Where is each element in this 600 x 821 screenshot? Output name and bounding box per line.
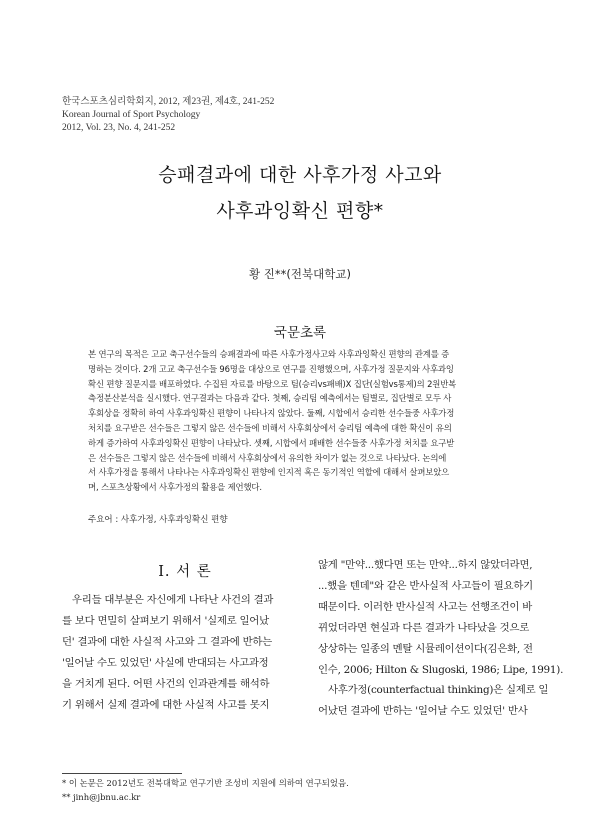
body-line: 을 거치게 된다. 어떤 사건의 인과관계를 해석하 [62,677,270,690]
body-line: 않게 "만약...했다면 또는 만약...하지 않았더라면, [318,559,533,571]
abstract-line: 본 연구의 목적은 고교 축구선수들의 승패결과에 따른 사후가정사고와 사후과잉확신 편향의 관계를 증 [88,349,450,359]
abstract-body [88,347,514,495]
body-line: 우리들 대부분은 자신에게 나타난 사건의 결과 [72,594,274,606]
footnote-funding: * 이 논문은 2012년도 전북대학교 연구기반 조성비 지원에 의하여 연구되었음. [62,778,349,788]
body-line: 때문이다. 이러한 반사실적 사고는 선행조건이 바 [318,600,533,613]
footnote-divider [62,773,182,774]
body-line: 던' 결과에 대한 사실적 사고와 그 결과에 반하는 [62,635,272,648]
paper-title-line-2: 사후과잉확신 편향* [216,200,384,222]
abstract-line: 확신 편향 질문지를 배포하였다. 수집된 자료를 바탕으로 팀(승리vs패배)X 집단(실험vs통제)의 2원반복 [88,378,457,389]
footnotes [62,776,349,804]
body-line: 뀌었더라면 현실과 다른 결과가 나타났을 것으로 [318,621,530,634]
abstract-line: 측정분산분석을 실시했다. 연구결과는 다음과 같다. 첫째, 승리팀 예측에서는 팀별로, 집단별로 모두 사 [88,393,452,404]
abstract-line: 명하는 것이다. 2개 고교 축구선수들 96명을 대상으로 연구를 진행했으며, 사후가정 질문지와 사후과잉 [88,363,454,374]
journal-volume-info: 2012, Vol. 23, No. 4, 241-252 [62,123,176,133]
body-column-right [318,555,562,722]
body-column-left [62,590,302,715]
body-line: 어났던 결과에 반하는 '일어날 수도 있었던' 반사 [318,705,528,718]
body-line: 인수, 2006; Hilton & Slugoski, 1986; Lipe, 1991). [318,663,564,676]
author-affiliation: 황 진**(전북대학교) [249,267,351,281]
journal-citation [62,96,274,135]
abstract-line: 서 사후가정을 통해서 나타나는 사후과잉확신 편향에 인지적 혹은 동기적인 역할에 대해서 살펴보았으 [88,467,450,478]
body-line: 를 보다 면밀히 살펴보기 위해서 '실제로 일어났 [62,614,269,627]
journal-name-english: Korean Journal of Sport Psychology [62,110,201,120]
body-line: 기 위해서 실제 결과에 대한 사실적 사고를 못지 [62,698,270,711]
abstract-line: 처치를 요구받은 선수들은 그렇지 않은 선수들에 비해서 사후회상에서 승리팀 예측에 대한 확신이 유의 [88,422,452,433]
abstract-line: 은 선수들은 그렇지 않은 선수들에 비해서 사후회상에서 유의한 차이가 없는 것으로 나타났다. 논의에 [88,452,447,463]
body-line: 사후가정(counterfactual thinking)은 실제로 일 [328,684,549,697]
keywords: 주요어 : 사후가정, 사후과잉확신 편향 [88,515,228,525]
abstract-line: 하게 증가하여 사후과잉확신 편향이 나타났다. 셋째, 시합에서 패배한 선수들중 사후가정 처치를 요구받 [88,437,455,448]
paper-title-line-1: 승패결과에 대한 사후가정 사고와 [158,164,442,186]
body-line: ...했을 텐데"와 같은 반사실적 사고들이 필요하기 [318,579,533,592]
body-line: '일어날 수도 있었던' 사실에 반대되는 사고과정 [62,656,269,669]
footnote-email: ** jinh@jbnu.ac.kr [62,792,141,802]
abstract-line: 며, 스포츠상황에서 사후가정의 활용을 제언했다. [88,482,262,493]
body-line: 상상하는 일종의 멘탈 시뮬레이션이다(김은화, 전 [318,642,533,655]
section-heading-introduction: I. 서 론 [158,564,212,580]
abstract-heading: 국문초록 [273,325,327,341]
journal-citation-korean: 한국스포츠심리학회지, 2012, 제23권, 제4호, 241-252 [62,97,275,107]
abstract-line: 후회상을 정확히 하여 사후과잉확신 편향이 나타나지 않았다. 둘째, 시합에서 승리한 선수들중 사후가정 [88,408,455,419]
